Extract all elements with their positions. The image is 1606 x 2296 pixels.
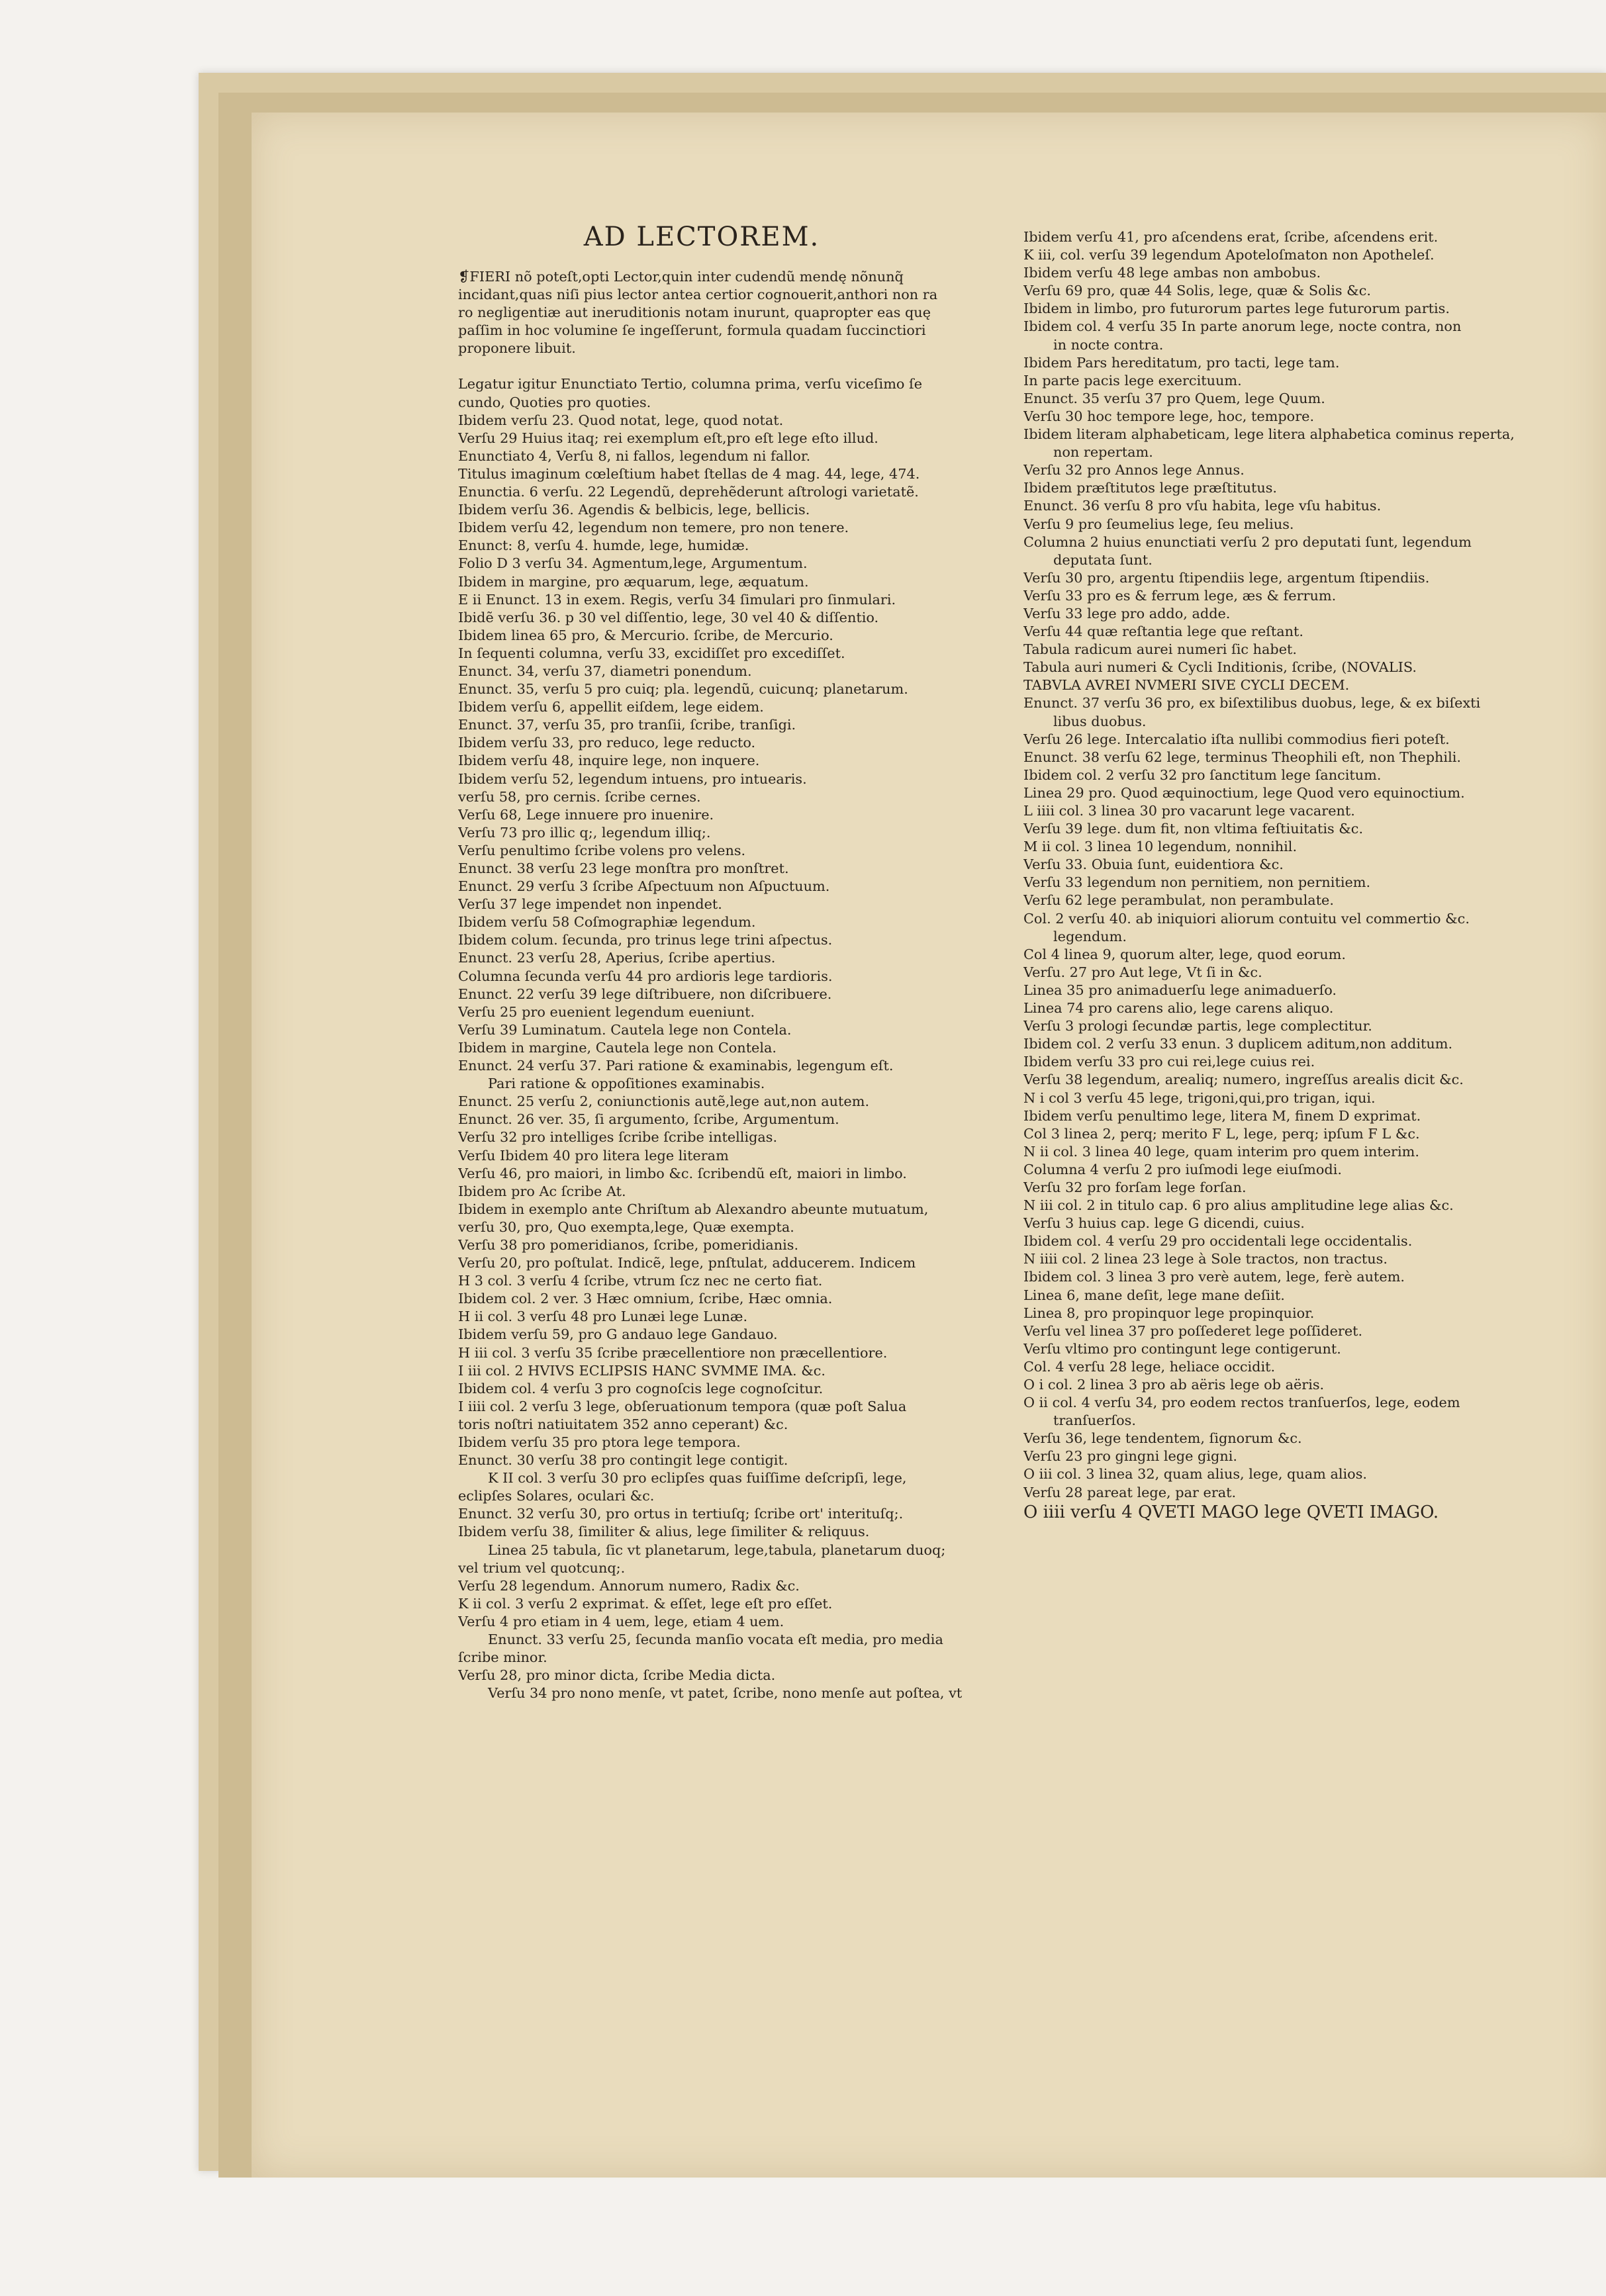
- erratum-line: N i col 3 verſu 45 lege, trigoni,qui,pro trigan, iqui.: [1023, 1089, 1376, 1106]
- intro-line: paſſim in hoc volumine ſe ingeſſerunt, formula quadam ſuccinctiori: [458, 322, 926, 339]
- erratum-line: Ibidem col. 4 verſu 35 In parte anorum lege, nocte contra, non: [1023, 318, 1462, 335]
- erratum-line: Enunct. 24 verſu 37. Pari ratione & examinabis, legengum eſt.: [458, 1058, 894, 1074]
- erratum-line: Verſu. 27 pro Aut lege, Vt ſi in &c.: [1023, 964, 1262, 980]
- erratum-line: Ibidem verſu 38, ſimiliter & alius, lege ſimiliter & reliquus.: [458, 1524, 870, 1540]
- erratum-line: Ibidem linea 65 pro, & Mercurio. ſcribe, de Mercurio.: [458, 627, 833, 643]
- erratum-line: Enunct. 23 verſu 28, Aperius, ſcribe apertius.: [458, 950, 776, 966]
- erratum-line: In parte pacis lege exercituum.: [1023, 372, 1242, 389]
- erratum-line: Ibidem præſtitutos lege præſtitutus.: [1023, 480, 1278, 496]
- erratum-line: in nocte contra.: [1053, 336, 1164, 353]
- erratum-line: Ibidem verſu 6, appellit eiſdem, lege eidem.: [458, 699, 764, 715]
- erratum-line: Ibidem verſu 35 pro ptora lege tempora.: [458, 1434, 741, 1450]
- erratum-line: Verſu 44 quæ reſtantia lege que reſtant.: [1023, 623, 1303, 640]
- erratum-line: Enunct. 35 verſu 37 pro Quem, lege Quum.: [1023, 390, 1325, 406]
- erratum-line: In ſequenti columna, verſu 33, excidiſſet pro excediſſet.: [458, 645, 845, 661]
- left-column: [458, 268, 974, 1702]
- erratum-line: libus duobus.: [1053, 713, 1147, 729]
- erratum-line: Enunct. 25 verſu 2, coniunctionis autẽ,lege aut,non autem.: [458, 1093, 870, 1110]
- erratum-line: Verſu 36, lege tendentem, ſignorum &c.: [1023, 1430, 1302, 1447]
- erratum-line: Pari ratione & oppoſitiones examinabis.: [488, 1076, 765, 1092]
- erratum-line: Verſu 4 pro etiam in 4 uem, lege, etiam 4 uem.: [458, 1613, 784, 1630]
- erratum-line: O i col. 2 linea 3 pro ab aëris lege ob aëris.: [1023, 1377, 1325, 1393]
- erratum-line: Verſu 3 huius cap. lege G dicendi, cuius.: [1023, 1215, 1305, 1232]
- erratum-line: non repertam.: [1053, 444, 1153, 461]
- erratum-line: Verſu 23 pro gingni lege gigni.: [1023, 1448, 1237, 1465]
- erratum-line: N iiii col. 2 linea 23 lege à Sole tractos, non tractus.: [1023, 1251, 1388, 1267]
- erratum-line: K ii col. 3 verſu 2 exprimat. & eſſet, lege eſt pro eſſet.: [458, 1595, 833, 1612]
- erratum-line: ſcribe minor.: [458, 1649, 547, 1666]
- erratum-line: Folio D 3 verſu 34. Agmentum,lege, Argumentum.: [458, 555, 808, 572]
- erratum-line: Verſu 33 legendum non pernitiem, non pernitiem.: [1023, 874, 1371, 891]
- erratum-line: Ibidem verſu 52, legendum intuens, pro intuearis.: [458, 770, 807, 787]
- erratum-line: Enunct. 38 verſu 23 lege monſtra pro monſtret.: [458, 860, 789, 876]
- erratum-line: Verſu 68, Lege innuere pro inuenire.: [458, 806, 714, 823]
- erratum-line: Enunct. 37, verſu 35, pro tranſii, ſcribe, tranſigi.: [458, 717, 796, 733]
- erratum-line: Enunct. 32 verſu 30, pro ortus in tertiuſq; ſcribe ort' interituſq;.: [458, 1506, 904, 1522]
- erratum-line: L iiii col. 3 linea 30 pro vacarunt lege vacarent.: [1023, 803, 1355, 819]
- erratum-line: Verſu 39 Luminatum. Cautela lege non Contela.: [458, 1021, 792, 1038]
- erratum-line: Ibidem verſu 23. Quod notat, lege, quod notat.: [458, 412, 784, 428]
- erratum-line: Enunct. 30 verſu 38 pro contingit lege contigit.: [458, 1452, 788, 1469]
- erratum-line: tranſuerſos.: [1053, 1412, 1136, 1429]
- erratum-line: Col 4 linea 9, quorum alter, lege, quod eorum.: [1023, 946, 1346, 962]
- erratum-line: K iii, col. verſu 39 legendum Apoteloſmaton non Apotheleſ.: [1023, 247, 1435, 263]
- erratum-line: Verſu 62 lege perambulat, non perambulate.: [1023, 892, 1334, 909]
- erratum-line: Verſu 30 hoc tempore lege, hoc, tempore.: [1023, 408, 1315, 424]
- erratum-line: Verſu 32 pro Annos lege Annus.: [1023, 462, 1245, 479]
- erratum-line: Ibidem verſu 48, inquire lege, non inquere.: [458, 753, 760, 769]
- erratum-line: Enunctia. 6 verſu. 22 Legendũ, deprehẽderunt aſtrologi varietatẽ.: [458, 484, 919, 500]
- erratum-line: deputata ſunt.: [1053, 551, 1153, 568]
- erratum-line: TABVLA AVREI NVMERI SIVE CYCLI DECEM.: [1023, 677, 1350, 694]
- erratum-line: Enunct. 33 verſu 25, ſecunda manſio vocata eſt media, pro media: [488, 1631, 943, 1648]
- intro-line: proponere libuit.: [458, 340, 576, 357]
- erratum-line: Verſu 33. Obuia ſunt, euidentiora &c.: [1023, 856, 1284, 873]
- erratum-line: Ibidem verſu 33 pro cui rei,lege cuius rei.: [1023, 1054, 1315, 1070]
- erratum-line: Ibidem literam alphabeticam, lege litera alphabetica cominus reperta,: [1023, 426, 1515, 443]
- erratum-line: Ibidem col. 2 ver. 3 Hæc omnium, ſcribe, Hæc omnia.: [458, 1291, 833, 1307]
- intro-line: ro negligentiæ aut ineruditionis notam inurunt, quapropter eas quę: [458, 304, 931, 321]
- erratum-line: Verſu 34 pro nono menſe, vt patet, ſcribe, nono menſe aut poſtea, vt: [488, 1685, 963, 1702]
- erratum-line: Verſu 32 pro forſam lege forſan.: [1023, 1179, 1247, 1195]
- erratum-line: Legatur igitur Enunctiato Tertio, columna prima, verſu viceſimo ſe: [458, 376, 923, 392]
- erratum-line: Enunct. 29 verſu 3 ſcribe Aſpectuum non Aſpuctuum.: [458, 878, 830, 895]
- intro-line: ❡FIERI nõ poteſt,opti Lector,quin inter cudendũ mendę nõnunq̃: [458, 269, 904, 285]
- erratum-line: Verſu 28 pareat lege, par erat.: [1023, 1484, 1237, 1500]
- page-title: AD LECTOREM.: [583, 222, 820, 252]
- erratum-line: Enunct. 37 verſu 36 pro, ex biſextilibus duobus, lege, & ex biſexti: [1023, 695, 1481, 712]
- erratum-line: Ibidem Pars hereditatum, pro tacti, lege tam.: [1023, 354, 1340, 371]
- erratum-line-final: O iiii verſu 4 QVETI MAGO lege QVETI IMAGO.: [1023, 1502, 1439, 1522]
- erratum-line: Col. 4 verſu 28 lege, heliace occidit.: [1023, 1358, 1276, 1375]
- erratum-line: legendum.: [1053, 928, 1127, 944]
- erratum-line: Ibidem col. 2 verſu 33 enun. 3 duplicem aditum,non additum.: [1023, 1036, 1453, 1052]
- erratum-line: Ibidem verſu 58 Coſmographiæ legendum.: [458, 914, 756, 931]
- erratum-line: H ii col. 3 verſu 48 pro Lunæi lege Lunæ.: [458, 1309, 748, 1325]
- erratum-line: Linea 35 pro animaduerſu lege animaduerſo.: [1023, 982, 1337, 998]
- erratum-line: Enunctiato 4, Verſu 8, ni fallos, legendum ni fallor.: [458, 447, 811, 464]
- erratum-line: Ibidem in margine, Cautela lege non Contela.: [458, 1039, 777, 1056]
- erratum-line: Columna ſecunda verſu 44 pro ardioris lege tardioris.: [458, 968, 833, 984]
- erratum-line: Ibidem col. 4 verſu 3 pro cognoſcis lege cognoſcitur.: [458, 1380, 824, 1397]
- erratum-line: Verſu 28, pro minor dicta, ſcribe Media dicta.: [458, 1667, 776, 1684]
- erratum-line: Verſu 3 prologi ſecundæ partis, lege complectitur.: [1023, 1018, 1372, 1034]
- erratum-line: Verſu 9 pro ſeumelius lege, ſeu melius.: [1023, 516, 1294, 532]
- erratum-line: Ibidem in limbo, pro futurorum partes lege futurorum partis.: [1023, 300, 1450, 317]
- erratum-line: Ibidem verſu penultimo lege, litera M, finem D exprimat.: [1023, 1107, 1421, 1124]
- erratum-line: E ii Enunct. 13 in exem. Regis, verſu 34 ſimulari pro ſinmulari.: [458, 591, 896, 608]
- erratum-line: Columna 2 huius enunctiati verſu 2 pro deputati ſunt, legendum: [1023, 533, 1472, 550]
- erratum-line: Linea 8, pro propinquor lege propinquior.: [1023, 1305, 1315, 1321]
- erratum-line: verſu 30, pro, Quo exempta,lege, Quæ exempta.: [458, 1218, 794, 1235]
- spacer: [458, 357, 974, 375]
- erratum-line: Tabula radicum aurei numeri ſic habet.: [1023, 641, 1298, 658]
- erratum-line: Verſu 20, pro poſtulat. Indicẽ, lege, pnſtulat, adducerem. Indicem: [458, 1255, 916, 1271]
- erratum-line: Verſu penultimo ſcribe volens pro velens.: [458, 842, 746, 858]
- erratum-line: Ibidem verſu 33, pro reduco, lege reducto.: [458, 735, 756, 751]
- erratum-line: Verſu 73 pro illic q;, legendum illiq;.: [458, 824, 711, 841]
- erratum-line: I iii col. 2 HVIVS ECLIPSIS HANC SVMME IMA. &c.: [458, 1362, 826, 1379]
- erratum-line: Linea 25 tabula, ſic vt planetarum, lege,tabula, planetarum duoq;: [488, 1541, 946, 1558]
- erratum-line: N iii col. 2 in titulo cap. 6 pro alius amplitudine lege alias &c.: [1023, 1197, 1454, 1214]
- erratum-line: Verſu 33 pro es & ferrum lege, æs & ferrum.: [1023, 587, 1337, 604]
- erratum-line: Ibidem verſu 41, pro aſcendens erat, ſcribe, aſcendens erit.: [1023, 229, 1439, 245]
- erratum-line: Enunct. 26 ver. 35, ſi argumento, ſcribe, Argumentum.: [458, 1111, 839, 1128]
- erratum-line: O iii col. 3 linea 32, quam alius, lege, quam alios.: [1023, 1466, 1367, 1483]
- erratum-line: Enunct. 38 verſu 62 lege, terminus Theophili eſt, non Thephili.: [1023, 749, 1462, 765]
- erratum-line: Verſu 46, pro maiori, in limbo &c. ſcribendũ eſt, maiori in limbo.: [458, 1165, 907, 1181]
- erratum-line: Tabula auri numeri & Cycli Inditionis, ſcribe, (NOVALIS.: [1023, 659, 1417, 676]
- erratum-line: Ibidem pro Ac ſcribe At.: [458, 1183, 626, 1199]
- erratum-line: Ibidem in margine, pro æquarum, lege, æquatum.: [458, 573, 809, 590]
- erratum-line: Verſu 29 Huius itaq; rei exemplum eſt,pro eſt lege eſto illud.: [458, 430, 878, 446]
- erratum-line: Verſu Ibidem 40 pro litera lege literam: [458, 1147, 729, 1164]
- erratum-line: Verſu vltimo pro contingunt lege contigerunt.: [1023, 1340, 1341, 1357]
- erratum-line: Verſu 25 pro euenient legendum eueniunt.: [458, 1003, 755, 1020]
- erratum-line: Linea 29 pro. Quod æquinoctium, lege Quod vero equinoctium.: [1023, 784, 1465, 801]
- erratum-line: K II col. 3 verſu 30 pro eclipſes quas fuiſſime deſcripſi, lege,: [488, 1470, 907, 1487]
- erratum-line: Ibidem col. 3 linea 3 pro verè autem, lege, ferè autem.: [1023, 1269, 1405, 1285]
- erratum-line: Verſu 30 pro, argentu ſtipendiis lege, argentum ſtipendiis.: [1023, 569, 1430, 586]
- erratum-line: Ibidem verſu 59, pro G andauo lege Gandauo.: [458, 1326, 778, 1343]
- erratum-line: Verſu 39 lege. dum fit, non vltima feſtiuitatis &c.: [1023, 821, 1364, 837]
- erratum-line: Verſu vel linea 37 pro poſſederet lege poſſideret.: [1023, 1322, 1363, 1339]
- erratum-line: Col 3 linea 2, perq; merito F L, lege, perq; ipſum F L &c.: [1023, 1125, 1420, 1142]
- erratum-line: Titulus imaginum cœleſtium habet ſtellas de 4 mag. 44, lege, 474.: [458, 465, 920, 482]
- erratum-line: H iii col. 3 verſu 35 ſcribe præcellentiore non præcellentiore.: [458, 1344, 888, 1361]
- erratum-line: Ibidem verſu 42, legendum non temere, pro non tenere.: [458, 520, 849, 536]
- erratum-line: Linea 74 pro carens alio, lege carens aliquo.: [1023, 1000, 1334, 1017]
- erratum-line: Ibidem verſu 36. Agendis & belbicis, lege, bellicis.: [458, 502, 810, 518]
- erratum-line: I iiii col. 2 verſu 3 lege, obſeruationum tempora (quæ poſt Salua: [458, 1398, 907, 1414]
- erratum-line: Col. 2 verſu 40. ab iniquiori aliorum contuitu vel commertio &c.: [1023, 910, 1470, 927]
- erratum-line: Enunct. 36 verſu 8 pro vſu habita, lege vſu habitus.: [1023, 498, 1382, 514]
- erratum-line: M ii col. 3 linea 10 legendum, nonnihil.: [1023, 839, 1298, 855]
- erratum-line: Ibidem colum. ſecunda, pro trinus lege trini aſpectus.: [458, 932, 833, 948]
- erratum-line: eclipſes Solares, oculari &c.: [458, 1488, 655, 1504]
- erratum-line: Enunct. 34, verſu 37, diametri ponendum.: [458, 663, 752, 679]
- erratum-line: Ibidem verſu 48 lege ambas non ambobus.: [1023, 265, 1321, 281]
- erratum-line: cundo, Quoties pro quoties.: [458, 394, 651, 410]
- erratum-line: Verſu 32 pro intelliges ſcribe ſcribe intelligas.: [458, 1129, 778, 1146]
- erratum-line: Verſu 38 pro pomeridianos, ſcribe, pomeridianis.: [458, 1236, 799, 1253]
- intro-line: incidant,quas niſi pius lector antea certior cognouerit,anthori non ra: [458, 287, 938, 303]
- erratum-line: Enunct: 8, verſu 4. humde, lege, humidæ.: [458, 537, 749, 554]
- erratum-line: Columna 4 verſu 2 pro iuſmodi lege eiuſmodi.: [1023, 1161, 1342, 1177]
- erratum-line: verſu 58, pro cernis. ſcribe cernes.: [458, 788, 701, 805]
- erratum-line: Verſu 38 legendum, arealiq; numero, ingreſſus arealis dicit &c.: [1023, 1072, 1464, 1088]
- right-column: [1023, 228, 1541, 1523]
- erratum-line: Verſu 37 lege impendet non inpendet.: [458, 896, 722, 913]
- erratum-line: Ibidẽ verſu 36. p 30 vel diſſentio, lege, 30 vel 40 & diſſentio.: [458, 609, 879, 625]
- erratum-line: H 3 col. 3 verſu 4 ſcribe, vtrum ſcz nec ne certo fiat.: [458, 1273, 823, 1289]
- erratum-line: O ii col. 4 verſu 34, pro eodem rectos tranſuerſos, lege, eodem: [1023, 1395, 1460, 1411]
- erratum-line: Enunct. 35, verſu 5 pro cuiq; pla. legendũ, cuicunq; planetarum.: [458, 681, 908, 698]
- erratum-line: toris noſtri natiuitatem 352 anno ceperant) &c.: [458, 1416, 788, 1432]
- erratum-line: Verſu 26 lege. Intercalatio iſta nullibi commodius fieri poteſt.: [1023, 731, 1450, 747]
- erratum-line: Enunct. 22 verſu 39 lege diſtribuere, non diſcribuere.: [458, 986, 832, 1002]
- erratum-line: vel trium vel quotcunq;.: [458, 1559, 626, 1576]
- erratum-line: N ii col. 3 linea 40 lege, quam interim pro quem interim.: [1023, 1143, 1419, 1160]
- erratum-line: Verſu 69 pro, quæ 44 Solis, lege, quæ & Solis &c.: [1023, 283, 1371, 299]
- erratum-line: Verſu 33 lege pro addo, adde.: [1023, 605, 1231, 621]
- erratum-line: Ibidem col. 2 verſu 32 pro ſanctitum lege ſancitum.: [1023, 766, 1382, 783]
- erratum-line: Ibidem col. 4 verſu 29 pro occidentali lege occidentalis.: [1023, 1233, 1413, 1250]
- erratum-line: Linea 6, mane deſit, lege mane deſiit.: [1023, 1287, 1285, 1303]
- erratum-line: Ibidem in exemplo ante Chriſtum ab Alexandro abeunte mutuatum,: [458, 1201, 929, 1217]
- erratum-line: Verſu 28 legendum. Annorum numero, Radix &c.: [458, 1577, 800, 1594]
